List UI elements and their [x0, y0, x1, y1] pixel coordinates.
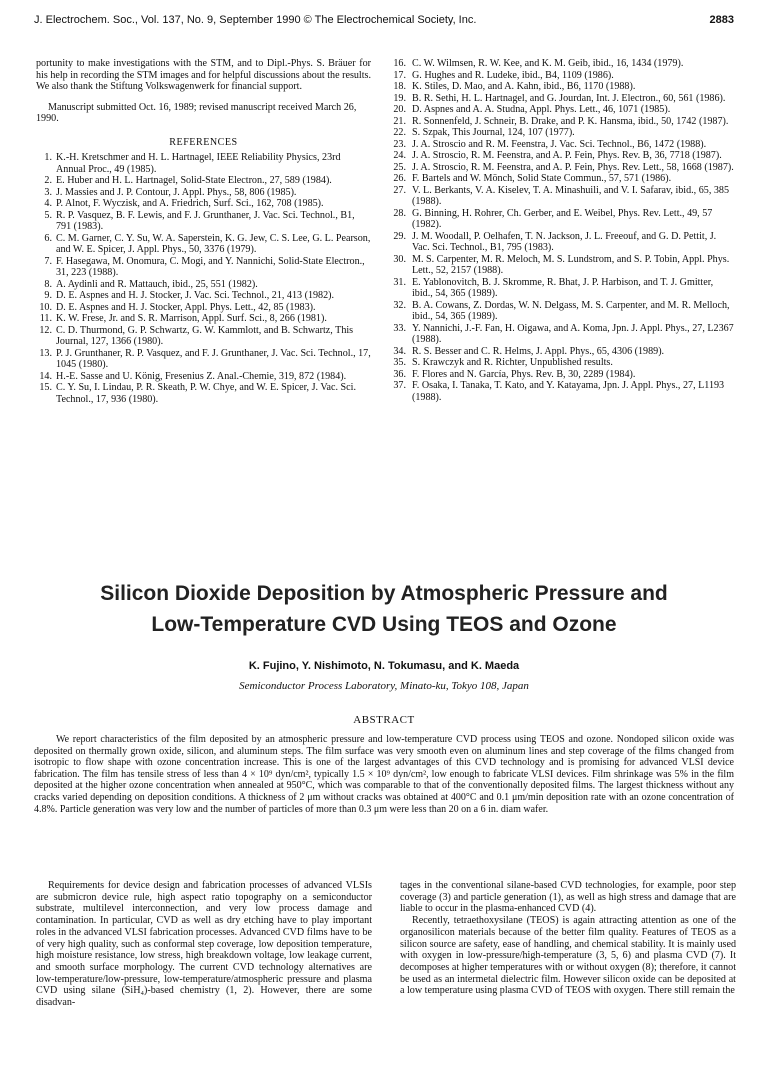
reference-text: D. E. Aspnes and H. J. Stocker, J. Vac. Sci. Technol., 21, 413 (1982). [56, 290, 335, 301]
reference-item [36, 290, 371, 302]
reference-text: J. A. Stroscio, R. M. Feenstra, and A. P. Fein, Phys. Rev. B, 36, 7718 (1987). [412, 150, 722, 161]
reference-number: 22. [393, 127, 406, 138]
reference-number: 31. [393, 276, 406, 288]
reference-item [390, 277, 736, 300]
reference-item [390, 380, 736, 403]
reference-text: R. Sonnenfeld, J. Schneir, B. Drake, and P. K. Hansma, ibid., 50, 1742 (1987). [412, 115, 729, 127]
previous-article-right-column [390, 58, 736, 403]
body-left-column [36, 880, 372, 1009]
body-right-column [400, 880, 736, 997]
reference-text: R. P. Vasquez, B. F. Lewis, and F. J. Grunthaner, J. Vac. Sci. Technol., B1, 791 (1983). [56, 209, 355, 232]
reference-item [390, 323, 736, 346]
reference-item [36, 371, 371, 383]
reference-item [390, 162, 736, 174]
reference-number: 32. [393, 299, 406, 311]
reference-number: 5. [44, 209, 52, 221]
reference-text: G. Binning, H. Rohrer, Ch. Gerber, and E. Weibel, Phys. Rev. Lett., 49, 57 (1982). [412, 207, 713, 230]
reference-text: S. Krawczyk and R. Richter, Unpublished results. [412, 357, 613, 368]
reference-number: 8. [44, 278, 52, 290]
abstract-text: We report characteristics of the film deposited by an atmospheric pressure and low-temperature CVD process using TEOS and ozone. Nondoped silicon oxide was deposited on thermally grown oxide, silicon, and aluminum steps. The film surface was very smooth even on aluminum lines and step coverage of the films changed from isotropic to flow shape with ozone concentration increase. This is one of the largest advantages of this CVD technology and is promising for advanced VLSI device fabrication. The film has tensile stress of less than 4 × 10⁹ dyn/cm², typically 1.5 × 10⁹ dyn/cm², low enough to fabricate VLSI devices. Film shrinkage was 5% in the film deposited at the higher ozone concentration when annealed at 950°C, which was comparable to that of the conventionally deposited films. The largest thickness without any cracks varied depending on deposition conditions. A thickness of 2 μm without cracks was obtained at 400°C and 0.1 μm/min deposition rate with an ozone concentration of 4.8%. Particle generation was very low and the number of particles of more than 0.3 μm were less than 20 on a 6 in. diam wafer. [34, 734, 734, 815]
reference-item [36, 198, 371, 210]
reference-text: C. W. Wilmsen, R. W. Kee, and K. M. Geib, ibid., 16, 1434 (1979). [412, 58, 684, 69]
reference-text: J. Massies and J. P. Contour, J. Appl. Phys., 58, 806 (1985). [56, 186, 297, 198]
reference-text: J. A. Stroscio and R. M. Feenstra, J. Vac. Sci. Technol., B6, 1472 (1988). [412, 138, 707, 150]
article-affiliation: Semiconductor Process Laboratory, Minato-ku, Tokyo 108, Japan [239, 680, 529, 692]
acknowledgment-text: portunity to make investigations with the STM, and to Dipl.-Phys. S. Bräuer for his help in recording the STM images and for helpful discussions about the results. We also thank the Stiftung Volkswagenwerk for financial support. [36, 58, 371, 92]
reference-number: 26. [393, 173, 406, 184]
reference-text: J. A. Stroscio, R. M. Feenstra, and A. P. Fein, Phys. Rev. Lett., 58, 1668 (1987). [412, 161, 734, 173]
article-authors: K. Fujino, Y. Nishimoto, N. Tokumasu, and K. Maeda [248, 660, 520, 672]
reference-item [36, 348, 371, 371]
reference-text: R. S. Besser and C. R. Helms, J. Appl. Phys., 65, 4306 (1989). [412, 345, 665, 357]
journal-citation: J. Electrochem. Soc., Vol. 137, No. 9, September 1990 © The Electrochemical Society, Inc. [34, 14, 477, 26]
reference-number: 12. [39, 324, 52, 336]
reference-item [390, 116, 736, 128]
reference-text: B. R. Sethi, H. L. Hartnagel, and G. Jourdan, Int. J. Electron., 60, 561 (1986). [412, 92, 726, 104]
reference-text: C. D. Thurmond, G. P. Schwartz, G. W. Kammlott, and B. Schwartz, This Journal, 127, 1366 (1980). [56, 324, 354, 347]
article-title [40, 578, 728, 640]
reference-number: 11. [39, 313, 52, 324]
reference-item [390, 58, 736, 70]
reference-number: 27. [393, 184, 406, 196]
body-paragraph: Requirements for device design and fabrication processes of advanced VLSIs are submicron device rule, high aspect ratio topography on a semiconductor substrate, multilevel interconnection, and very low process damage and contamination. In particular, CVD as well as dry etching have to play important roles in the advanced VLSI fabrication processes. Advanced CVD films have to be of very high quality, such as conformal step coverage, low deposition temperature, high moisture resistance, low stress, high breakdown voltage, low leakage current, and smooth surface morphology. The current CVD technology alternatives are low-temperature/low-pressure, low-temperature/atmospheric pressure and plasma CVD using silane (SiH₄)-based chemistry (1, 2). However, there are some disadvan- [36, 880, 372, 1009]
reference-item [390, 208, 736, 231]
reference-number: 10. [39, 301, 52, 313]
reference-item [390, 93, 736, 105]
reference-number: 33. [393, 322, 406, 334]
reference-number: 20. [393, 104, 406, 115]
article-title-line-1: Silicon Dioxide Deposition by Atmospheric Pressure and [100, 582, 668, 605]
reference-number: 18. [393, 81, 406, 92]
reference-number: 19. [393, 92, 406, 104]
reference-number: 13. [39, 347, 52, 359]
reference-item [390, 173, 736, 185]
reference-text: E. Yablonovitch, B. J. Skromme, R. Bhat, J. P. Harbison, and T. J. Gmitter, ibid., 54, 365 (1989). [412, 276, 714, 299]
reference-number: 14. [39, 370, 52, 382]
reference-item [36, 382, 371, 405]
reference-item [390, 254, 736, 277]
reference-number: 1. [44, 152, 52, 163]
body-paragraph: tages in the conventional silane-based CVD technologies, for example, poor step coverage (3) and particle generation (1), as well as high stress and damage that are liable to occur in the plasma-enhanced CVD (4). [400, 880, 736, 915]
reference-item [36, 325, 371, 348]
reference-item [390, 346, 736, 358]
reference-number: 9. [44, 290, 52, 301]
reference-number: 25. [393, 161, 406, 173]
reference-text: J. M. Woodall, P. Oelhafen, T. N. Jackson, J. L. Freeouf, and G. D. Pettit, J. Vac. Sci. Technol., B1, 795 (1983). [412, 230, 717, 253]
page-number: 2883 [709, 14, 734, 26]
reference-number: 28. [393, 207, 406, 219]
reference-item [36, 256, 371, 279]
reference-number: 2. [44, 175, 52, 186]
reference-item [36, 279, 371, 291]
reference-text: K. W. Frese, Jr. and S. R. Marrison, Appl. Surf. Sci., 8, 266 (1981). [56, 313, 327, 324]
reference-text: D. Aspnes and A. A. Studna, Appl. Phys. Lett., 46, 1071 (1985). [412, 104, 671, 115]
reference-number: 30. [393, 253, 406, 265]
abstract-heading: ABSTRACT [353, 714, 415, 726]
reference-list-right [390, 58, 736, 403]
reference-text: F. Hasegawa, M. Onomura, C. Mogi, and Y. Nannichi, Solid-State Electron., 31, 223 (1988). [56, 255, 365, 278]
reference-text: C. Y. Su, I. Lindau, P. R. Skeath, P. W. Chye, and W. E. Spicer, J. Vac. Sci. Technol., 17, 936 (1980). [56, 382, 356, 405]
reference-text: H.-E. Sasse and U. König, Fresenius Z. Anal.-Chemie, 319, 872 (1984). [56, 370, 347, 382]
reference-text: C. M. Garner, C. Y. Su, W. A. Saperstein, K. G. Jew, C. S. Lee, G. L. Pearson, and W. E. Spicer, J. Appl. Phys., 50, 3376 (1979). [56, 232, 371, 255]
reference-item [36, 187, 371, 199]
reference-text: B. A. Cowans, Z. Dordas, W. N. Delgass, M. S. Carpenter, and M. R. Melloch, ibid., 54, 365 (1989). [412, 299, 730, 322]
reference-item [36, 152, 371, 175]
reference-number: 35. [393, 357, 406, 368]
reference-text: A. Aydinli and R. Mattauch, ibid., 25, 551 (1982). [56, 278, 258, 290]
reference-item [36, 302, 371, 314]
reference-number: 6. [44, 232, 52, 244]
reference-number: 17. [393, 69, 406, 81]
reference-item [390, 104, 736, 116]
reference-number: 37. [393, 380, 406, 391]
reference-text: M. S. Carpenter, M. R. Meloch, M. S. Lundstrom, and S. P. Tobin, Appl. Phys. Lett., 52, 2157 (1988). [412, 253, 730, 276]
reference-number: 23. [393, 138, 406, 150]
running-header [34, 14, 734, 30]
reference-text: F. Flores and N. García, Phys. Rev. B, 30, 2289 (1984). [412, 368, 636, 380]
reference-number: 4. [44, 198, 52, 209]
reference-text: P. Alnot, F. Wyczisk, and A. Friedrich, Surf. Sci., 162, 708 (1985). [56, 198, 324, 209]
reference-list-left [36, 152, 371, 405]
reference-item [390, 185, 736, 208]
reference-item [36, 313, 371, 325]
reference-number: 29. [393, 230, 406, 242]
reference-text: P. J. Grunthaner, R. P. Vasquez, and F. J. Grunthaner, J. Vac. Sci. Technol., 17, 1045 (1980). [56, 347, 371, 370]
reference-number: 7. [44, 255, 52, 267]
reference-text: F. Bartels and W. Mönch, Solid State Commun., 57, 571 (1986). [412, 173, 672, 184]
reference-text: D. E. Aspnes and H. J. Stocker, Appl. Phys. Lett., 42, 85 (1983). [56, 301, 316, 313]
reference-item [390, 127, 736, 139]
reference-text: F. Osaka, I. Tanaka, T. Kato, and Y. Katayama, Jpn. J. Appl. Phys., 27, L1193 (1988). [412, 380, 725, 403]
reference-text: G. Hughes and R. Ludeke, ibid., B4, 1109 (1986). [412, 69, 614, 81]
reference-item [36, 210, 371, 233]
manuscript-note: Manuscript submitted Oct. 16, 1989; revised manuscript received March 26, 1990. [36, 101, 357, 124]
reference-number: 36. [393, 368, 406, 380]
reference-number: 21. [393, 115, 406, 127]
reference-item [390, 369, 736, 381]
reference-item [36, 233, 371, 256]
reference-text: K.-H. Kretschmer and H. L. Hartnagel, IEEE Reliability Physics, 23rd Annual Proc., 49 (1985). [56, 152, 341, 175]
reference-item [390, 70, 736, 82]
article-title-line-2: Low-Temperature CVD Using TEOS and Ozone [151, 613, 617, 636]
reference-text: K. Stiles, D. Mao, and A. Kahn, ibid., B6, 1170 (1988). [412, 81, 636, 92]
reference-number: 3. [44, 186, 52, 198]
previous-article-left-column [36, 58, 371, 405]
reference-item [390, 357, 736, 369]
reference-number: 16. [393, 58, 406, 69]
reference-number: 34. [393, 345, 406, 357]
references-heading: REFERENCES [169, 136, 238, 148]
reference-text: V. L. Berkants, V. A. Kiselev, T. A. Minashuili, and V. I. Safarav, ibid., 65, 385 (1988). [412, 184, 730, 207]
reference-text: S. Szpak, This Journal, 124, 107 (1977). [412, 127, 575, 138]
reference-number: 24. [393, 150, 406, 161]
reference-number: 15. [39, 382, 52, 393]
reference-item [390, 139, 736, 151]
reference-item [390, 231, 736, 254]
reference-item [390, 81, 736, 93]
body-paragraph: Recently, tetraethoxysilane (TEOS) is again attracting attention as one of the organosilicon materials because of the better film quality. Features of TEOS as a silicon source are safety, ease of handling, and chemical stability. It is mainly used with oxygen in low-pressure/high-temperature (3, 5, 6) and plasma CVD (7). It decomposes at higher temperatures with or without oxygen (8); therefore, it cannot be used as an intermetal dielectric film. However silicon oxide can be deposited at a low temperature using plasma CVD of TEOS with oxygen. There still remain the [400, 915, 736, 997]
reference-text: E. Huber and H. L. Hartnagel, Solid-State Electron., 27, 589 (1984). [56, 175, 332, 186]
reference-text: Y. Nannichi, J.-F. Fan, H. Oigawa, and A. Koma, Jpn. J. Appl. Phys., 27, L2367 (1988). [412, 322, 734, 345]
reference-item [36, 175, 371, 187]
reference-item [390, 150, 736, 162]
reference-item [390, 300, 736, 323]
